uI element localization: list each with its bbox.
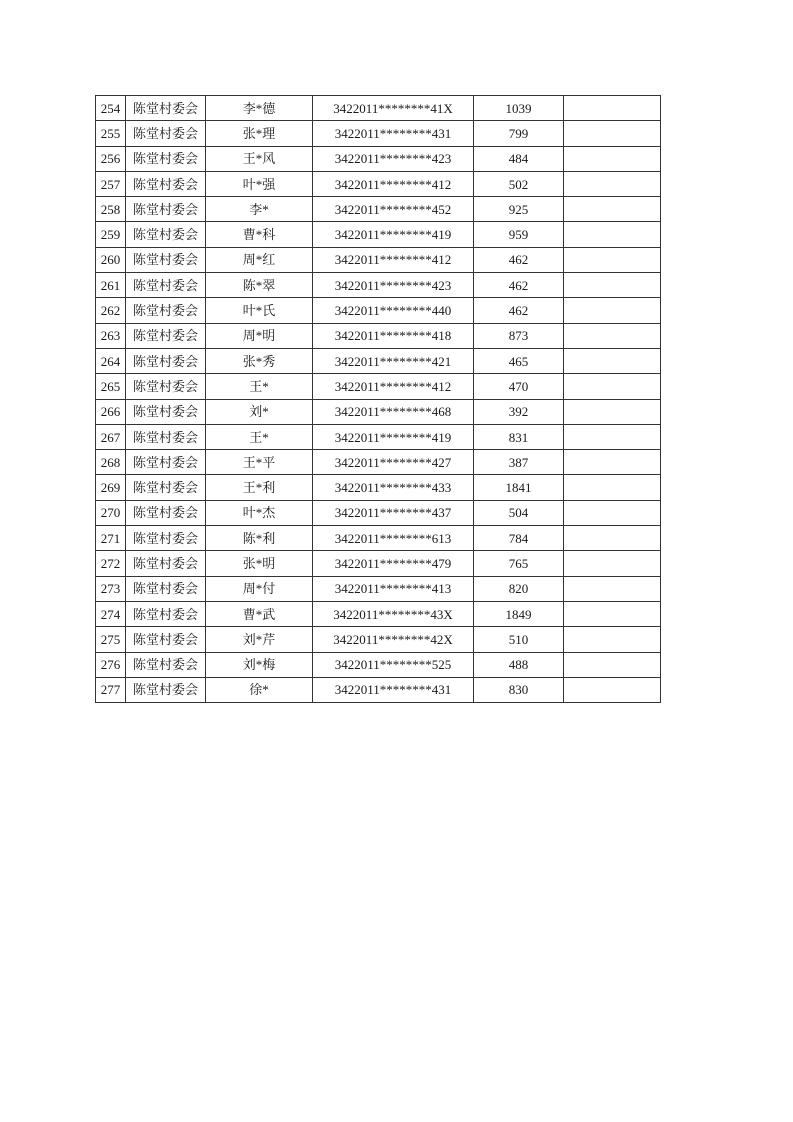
cell-id-number: 3422011********427: [313, 450, 474, 475]
cell-masked-name: 徐*: [206, 677, 313, 702]
cell-masked-name: 王*平: [206, 450, 313, 475]
cell-village: 陈堂村委会: [126, 576, 206, 601]
cell-blank: [564, 273, 661, 298]
cell-masked-name: 王*利: [206, 475, 313, 500]
cell-amount: 925: [474, 197, 564, 222]
table-row: [96, 601, 661, 626]
cell-masked-name: 周*红: [206, 247, 313, 272]
cell-row-number: 259: [96, 222, 126, 247]
cell-id-number: 3422011********43X: [313, 601, 474, 626]
table-row: [96, 298, 661, 323]
cell-row-number: 270: [96, 500, 126, 525]
cell-row-number: 266: [96, 399, 126, 424]
cell-blank: [564, 677, 661, 702]
cell-blank: [564, 652, 661, 677]
cell-blank: [564, 627, 661, 652]
cell-amount: 462: [474, 273, 564, 298]
cell-masked-name: 李*: [206, 197, 313, 222]
cell-masked-name: 刘*芹: [206, 627, 313, 652]
cell-village: 陈堂村委会: [126, 96, 206, 121]
cell-id-number: 3422011********525: [313, 652, 474, 677]
cell-row-number: 272: [96, 551, 126, 576]
cell-blank: [564, 146, 661, 171]
cell-village: 陈堂村委会: [126, 323, 206, 348]
cell-village: 陈堂村委会: [126, 298, 206, 323]
cell-amount: 765: [474, 551, 564, 576]
cell-id-number: 3422011********440: [313, 298, 474, 323]
cell-blank: [564, 551, 661, 576]
cell-village: 陈堂村委会: [126, 247, 206, 272]
cell-amount: 784: [474, 526, 564, 551]
cell-village: 陈堂村委会: [126, 601, 206, 626]
cell-blank: [564, 323, 661, 348]
cell-id-number: 3422011********419: [313, 222, 474, 247]
table-row: [96, 222, 661, 247]
cell-blank: [564, 475, 661, 500]
table-row: [96, 247, 661, 272]
cell-row-number: 256: [96, 146, 126, 171]
cell-blank: [564, 601, 661, 626]
cell-row-number: 258: [96, 197, 126, 222]
cell-row-number: 261: [96, 273, 126, 298]
cell-village: 陈堂村委会: [126, 146, 206, 171]
cell-village: 陈堂村委会: [126, 399, 206, 424]
table-row: [96, 399, 661, 424]
cell-village: 陈堂村委会: [126, 551, 206, 576]
beneficiary-table: [95, 95, 661, 703]
table-row: [96, 171, 661, 196]
cell-blank: [564, 399, 661, 424]
cell-id-number: 3422011********418: [313, 323, 474, 348]
cell-amount: 820: [474, 576, 564, 601]
cell-masked-name: 叶*强: [206, 171, 313, 196]
cell-masked-name: 张*明: [206, 551, 313, 576]
cell-blank: [564, 197, 661, 222]
cell-id-number: 3422011********412: [313, 171, 474, 196]
cell-blank: [564, 526, 661, 551]
cell-amount: 830: [474, 677, 564, 702]
cell-blank: [564, 96, 661, 121]
cell-amount: 504: [474, 500, 564, 525]
cell-row-number: 273: [96, 576, 126, 601]
table-row: [96, 323, 661, 348]
cell-id-number: 3422011********42X: [313, 627, 474, 652]
table-row: [96, 652, 661, 677]
cell-blank: [564, 424, 661, 449]
cell-amount: 462: [474, 247, 564, 272]
cell-amount: 470: [474, 374, 564, 399]
cell-village: 陈堂村委会: [126, 273, 206, 298]
cell-amount: 799: [474, 121, 564, 146]
cell-row-number: 255: [96, 121, 126, 146]
cell-blank: [564, 500, 661, 525]
table-row: [96, 121, 661, 146]
cell-row-number: 271: [96, 526, 126, 551]
cell-row-number: 260: [96, 247, 126, 272]
cell-blank: [564, 374, 661, 399]
cell-row-number: 263: [96, 323, 126, 348]
table-row: [96, 551, 661, 576]
cell-row-number: 265: [96, 374, 126, 399]
cell-row-number: 276: [96, 652, 126, 677]
cell-village: 陈堂村委会: [126, 652, 206, 677]
cell-village: 陈堂村委会: [126, 424, 206, 449]
cell-masked-name: 王*风: [206, 146, 313, 171]
cell-id-number: 3422011********613: [313, 526, 474, 551]
cell-village: 陈堂村委会: [126, 121, 206, 146]
cell-amount: 462: [474, 298, 564, 323]
cell-masked-name: 曹*武: [206, 601, 313, 626]
cell-id-number: 3422011********431: [313, 677, 474, 702]
cell-amount: 1849: [474, 601, 564, 626]
cell-village: 陈堂村委会: [126, 627, 206, 652]
cell-blank: [564, 576, 661, 601]
cell-amount: 484: [474, 146, 564, 171]
cell-masked-name: 王*: [206, 374, 313, 399]
table-row: [96, 374, 661, 399]
cell-masked-name: 刘*: [206, 399, 313, 424]
cell-masked-name: 叶*氏: [206, 298, 313, 323]
table-row: [96, 627, 661, 652]
cell-id-number: 3422011********412: [313, 374, 474, 399]
table-row: [96, 677, 661, 702]
cell-id-number: 3422011********423: [313, 273, 474, 298]
cell-id-number: 3422011********468: [313, 399, 474, 424]
table-body: [96, 96, 661, 703]
cell-blank: [564, 222, 661, 247]
cell-village: 陈堂村委会: [126, 475, 206, 500]
cell-amount: 831: [474, 424, 564, 449]
table-row: [96, 576, 661, 601]
cell-masked-name: 叶*杰: [206, 500, 313, 525]
cell-id-number: 3422011********412: [313, 247, 474, 272]
cell-id-number: 3422011********41X: [313, 96, 474, 121]
cell-blank: [564, 298, 661, 323]
cell-row-number: 254: [96, 96, 126, 121]
cell-row-number: 257: [96, 171, 126, 196]
cell-masked-name: 王*: [206, 424, 313, 449]
cell-village: 陈堂村委会: [126, 450, 206, 475]
cell-amount: 488: [474, 652, 564, 677]
cell-amount: 959: [474, 222, 564, 247]
cell-row-number: 264: [96, 348, 126, 373]
table-row: [96, 146, 661, 171]
table-row: [96, 450, 661, 475]
cell-id-number: 3422011********433: [313, 475, 474, 500]
cell-village: 陈堂村委会: [126, 526, 206, 551]
cell-row-number: 262: [96, 298, 126, 323]
cell-row-number: 274: [96, 601, 126, 626]
table-row: [96, 424, 661, 449]
cell-amount: 392: [474, 399, 564, 424]
table-row: [96, 273, 661, 298]
cell-id-number: 3422011********421: [313, 348, 474, 373]
cell-blank: [564, 171, 661, 196]
cell-masked-name: 周*明: [206, 323, 313, 348]
cell-row-number: 268: [96, 450, 126, 475]
cell-masked-name: 周*付: [206, 576, 313, 601]
cell-amount: 465: [474, 348, 564, 373]
cell-row-number: 275: [96, 627, 126, 652]
cell-blank: [564, 247, 661, 272]
cell-row-number: 269: [96, 475, 126, 500]
cell-row-number: 277: [96, 677, 126, 702]
cell-masked-name: 刘*梅: [206, 652, 313, 677]
cell-amount: 1841: [474, 475, 564, 500]
cell-masked-name: 陈*翠: [206, 273, 313, 298]
cell-blank: [564, 121, 661, 146]
cell-amount: 502: [474, 171, 564, 196]
cell-village: 陈堂村委会: [126, 677, 206, 702]
cell-masked-name: 李*德: [206, 96, 313, 121]
cell-id-number: 3422011********431: [313, 121, 474, 146]
cell-blank: [564, 348, 661, 373]
cell-masked-name: 张*理: [206, 121, 313, 146]
table-row: [96, 475, 661, 500]
table-row: [96, 96, 661, 121]
cell-village: 陈堂村委会: [126, 374, 206, 399]
cell-amount: 387: [474, 450, 564, 475]
cell-masked-name: 曹*科: [206, 222, 313, 247]
table-row: [96, 500, 661, 525]
cell-id-number: 3422011********413: [313, 576, 474, 601]
cell-village: 陈堂村委会: [126, 171, 206, 196]
cell-amount: 510: [474, 627, 564, 652]
cell-id-number: 3422011********419: [313, 424, 474, 449]
cell-id-number: 3422011********479: [313, 551, 474, 576]
table-row: [96, 526, 661, 551]
cell-masked-name: 陈*利: [206, 526, 313, 551]
cell-village: 陈堂村委会: [126, 197, 206, 222]
cell-amount: 1039: [474, 96, 564, 121]
cell-id-number: 3422011********423: [313, 146, 474, 171]
cell-village: 陈堂村委会: [126, 500, 206, 525]
cell-blank: [564, 450, 661, 475]
cell-amount: 873: [474, 323, 564, 348]
cell-village: 陈堂村委会: [126, 222, 206, 247]
cell-id-number: 3422011********452: [313, 197, 474, 222]
cell-village: 陈堂村委会: [126, 348, 206, 373]
table-row: [96, 197, 661, 222]
cell-id-number: 3422011********437: [313, 500, 474, 525]
cell-masked-name: 张*秀: [206, 348, 313, 373]
table-row: [96, 348, 661, 373]
cell-row-number: 267: [96, 424, 126, 449]
